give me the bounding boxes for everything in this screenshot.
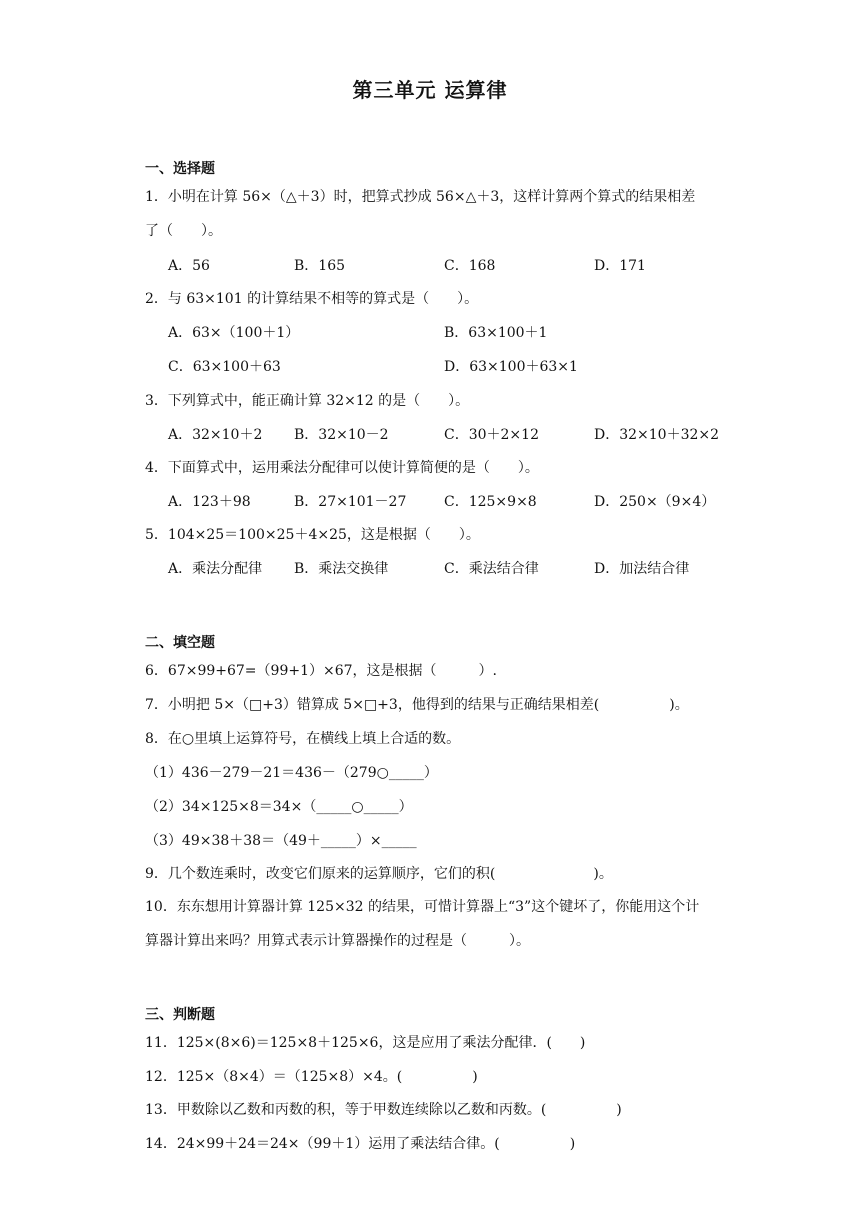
section-heading-choice: 一、选择题 [145, 161, 215, 177]
question-4-option-b: B．27×101－27 [294, 494, 407, 510]
question-8-part-3: （3）49×38＋38＝（49＋_____）×_____ [145, 833, 417, 849]
section-heading-judgment: 三、判断题 [145, 1007, 215, 1023]
question-1-line-2: 了（ ）。 [145, 223, 222, 239]
question-10-line-2: 算器计算出来吗？用算式表示计算器操作的过程是（ ）。 [145, 933, 530, 949]
question-2-option-c: C．63×100＋63 [168, 359, 281, 375]
question-6: 6．67×99+67=（99+1）×67，这是根据（ ）. [145, 663, 497, 679]
question-5-option-c: C．乘法结合律 [444, 561, 539, 577]
question-5-option-b: B．乘法交换律 [294, 561, 389, 577]
question-3-option-c: C．30＋2×12 [444, 427, 539, 443]
question-3-option-b: B．32×10－2 [294, 427, 389, 443]
question-4: 4．下面算式中，运用乘法分配律可以使计算简便的是（ ）。 [145, 460, 539, 476]
question-1-option-b: B．165 [294, 258, 346, 274]
question-2-option-a: A．63×（100＋1） [168, 325, 300, 341]
question-10-line-1: 10．东东想用计算器计算 125×32 的结果，可惜计算器上“3”这个键坏了，你能用这个计 [145, 899, 700, 915]
question-8: 8．在○里填上运算符号，在横线上填上合适的数。 [145, 731, 461, 747]
question-3-option-a: A．32×10＋2 [168, 427, 263, 443]
question-9: 9．几个数连乘时，改变它们原来的运算顺序，它们的积( )。 [145, 866, 613, 882]
question-13: 13．甲数除以乙数和丙数的积，等于甲数连续除以乙数和丙数。( ) [145, 1102, 622, 1118]
question-1-option-a: A．56 [168, 258, 210, 274]
question-5-option-d: D．加法结合律 [594, 561, 690, 577]
question-8-part-2: （2）34×125×8＝34×（_____○_____） [145, 799, 413, 815]
question-11: 11．125×(8×6)＝125×8＋125×6，这是应用了乘法分配律．( ) [145, 1035, 586, 1051]
question-2-option-d: D．63×100＋63×1 [444, 359, 578, 375]
question-2-option-b: B．63×100＋1 [444, 325, 548, 341]
question-12: 12．125×（8×4）＝（125×8）×4。( ) [145, 1069, 478, 1085]
question-4-option-a: A．123＋98 [168, 494, 251, 510]
question-8-part-1: （1）436－279－21＝436－（279○_____） [145, 765, 438, 781]
question-1-line-1: 1．小明在计算 56×（△＋3）时，把算式抄成 56×△＋3，这样计算两个算式的结果相差 [145, 189, 696, 205]
question-7: 7．小明把 5×（□+3）错算成 5×□+3，他得到的结果与正确结果相差( )。 [145, 697, 689, 713]
question-1-option-d: D．171 [594, 258, 646, 274]
question-4-option-d: D．250×（9×4） [594, 494, 716, 510]
section-heading-fill-in: 二、填空题 [145, 635, 215, 651]
question-1-option-c: C．168 [444, 258, 496, 274]
question-4-option-c: C．125×9×8 [444, 494, 537, 510]
question-14: 14．24×99＋24＝24×（99＋1）运用了乘法结合律。( ) [145, 1136, 576, 1152]
question-5-option-a: A．乘法分配律 [168, 561, 263, 577]
question-3: 3．下列算式中，能正确计算 32×12 的是（ ）。 [145, 393, 470, 409]
page-title: 第三单元 运算律 [352, 78, 508, 102]
question-3-option-d: D．32×10＋32×2 [594, 427, 720, 443]
question-2: 2．与 63×101 的计算结果不相等的算式是（ ）。 [145, 291, 479, 307]
question-5: 5．104×25＝100×25＋4×25，这是根据（ ）。 [145, 527, 480, 543]
